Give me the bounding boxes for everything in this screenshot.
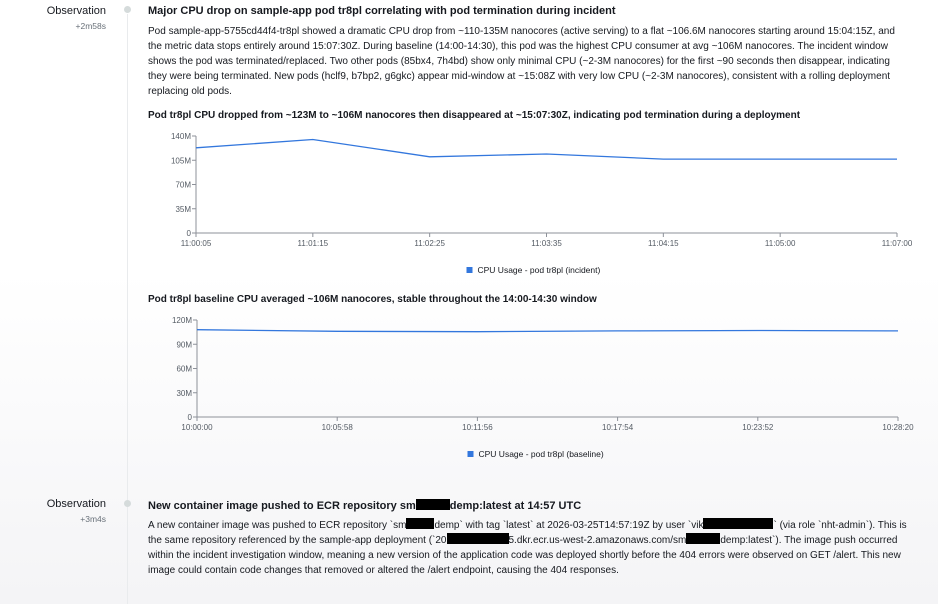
redacted-block — [447, 533, 509, 544]
y-tick-label: 0 — [187, 413, 192, 422]
legend-label: CPU Usage - pod tr8pl (baseline) — [478, 449, 604, 459]
cpu-baseline-chart — [140, 310, 920, 460]
x-tick-label: 11:07:00 — [881, 239, 913, 248]
x-tick-label: 10:00:00 — [181, 423, 213, 432]
y-tick-label: 120M — [171, 316, 192, 325]
y-tick-label: 60M — [176, 364, 192, 374]
redacted-block — [703, 518, 773, 529]
x-tick-label: 10:05:58 — [321, 423, 353, 432]
series-line — [197, 330, 898, 332]
x-tick-label: 11:01:15 — [297, 239, 329, 248]
x-tick-label: 11:03:35 — [531, 239, 562, 248]
series-line — [196, 140, 897, 160]
entry-body: Pod sample-app-5755cd44f4-tr8pl showed a dramatic CPU drop from ~110-135M nanocores (active serving) to a flat ~106.6M nanocores starting around 15:04:15Z, and the metric data stops entirely around 15:07:30Z. During baseline (14:00-14:30), this pod was the highest CPU consumer at avg ~106M nanocores. The incident window shows the pod was terminated/replaced. Two other pods (85bx4, 7h4bd) show only minimal CPU (~2-3M nanocores) for the first ~90 seconds then disappear, indicating they were being terminated. New pods (hclf9, b7bp2, g6gkc) appear mid-window at ~15:08Z with very low CPU (~2-3M nanocores), consistent with a rolling deployment replacing old pods. — [148, 26, 895, 97]
y-tick-label: 105M — [170, 156, 191, 166]
entry-title: Major CPU drop on sample-app pod tr8pl correlating with pod termination during incident — [148, 5, 616, 17]
legend-swatch — [468, 451, 474, 457]
entry-title: New container image pushed to ECR repository sm demp:latest at 14:57 UTC — [148, 500, 582, 512]
redacted-block — [406, 518, 434, 529]
timeline-line — [127, 14, 128, 604]
x-tick-label: 10:28:20 — [882, 423, 914, 432]
entry-timestamp: +3m4s — [80, 514, 106, 524]
chart-title: Pod tr8pl CPU dropped from ~123M to ~106M nanocores then disappeared at ~15:07:30Z, indicating pod termination during a deployment — [148, 110, 801, 121]
timeline-dot — [124, 6, 131, 13]
x-tick-label: 11:05:00 — [764, 239, 796, 248]
entry-timestamp: +2m58s — [75, 21, 106, 31]
x-tick-label: 10:23:52 — [742, 423, 774, 432]
x-tick-label: 11:04:15 — [648, 239, 679, 248]
y-tick-label: 30M — [176, 388, 192, 398]
x-tick-label: 10:11:56 — [462, 423, 493, 432]
legend-label: CPU Usage - pod tr8pl (incident) — [477, 265, 601, 275]
entry-label: Observation — [46, 5, 106, 17]
entry-body: A new container image was pushed to ECR repository `sm demp` with tag `latest` at 2026-03-25T14:57:19Z by user `vik ` (via role `nht-admin`). This is the same repository referenced by the sample-app deployment (`20 5.dkr.ecr.us-west-2.amazonaws.com/sm demp:latest`). The image push occurred within the incident investigation window, meaning a new version of the application code was deployed shortly before the 404 errors were observed on GET /alert. This new image could contain code changes that removed or altered the /alert endpoint, causing the 404 responses. — [148, 520, 907, 576]
y-tick-label: 70M — [175, 180, 191, 190]
x-tick-label: 11:02:25 — [414, 239, 445, 248]
entry-label: Observation — [46, 498, 106, 510]
x-tick-label: 11:00:05 — [180, 239, 212, 248]
y-tick-label: 0 — [186, 229, 191, 238]
legend-swatch — [467, 267, 473, 273]
y-tick-label: 140M — [170, 132, 191, 141]
x-tick-label: 10:17:54 — [602, 423, 634, 432]
y-tick-label: 90M — [176, 340, 192, 350]
timeline-dot — [124, 500, 131, 507]
y-tick-label: 35M — [175, 204, 191, 214]
redacted-block — [686, 533, 720, 544]
redacted-block — [416, 499, 450, 510]
cpu-incident-chart — [140, 126, 920, 286]
chart-title: Pod tr8pl baseline CPU averaged ~106M nanocores, stable throughout the 14:00-14:30 window — [148, 294, 597, 305]
